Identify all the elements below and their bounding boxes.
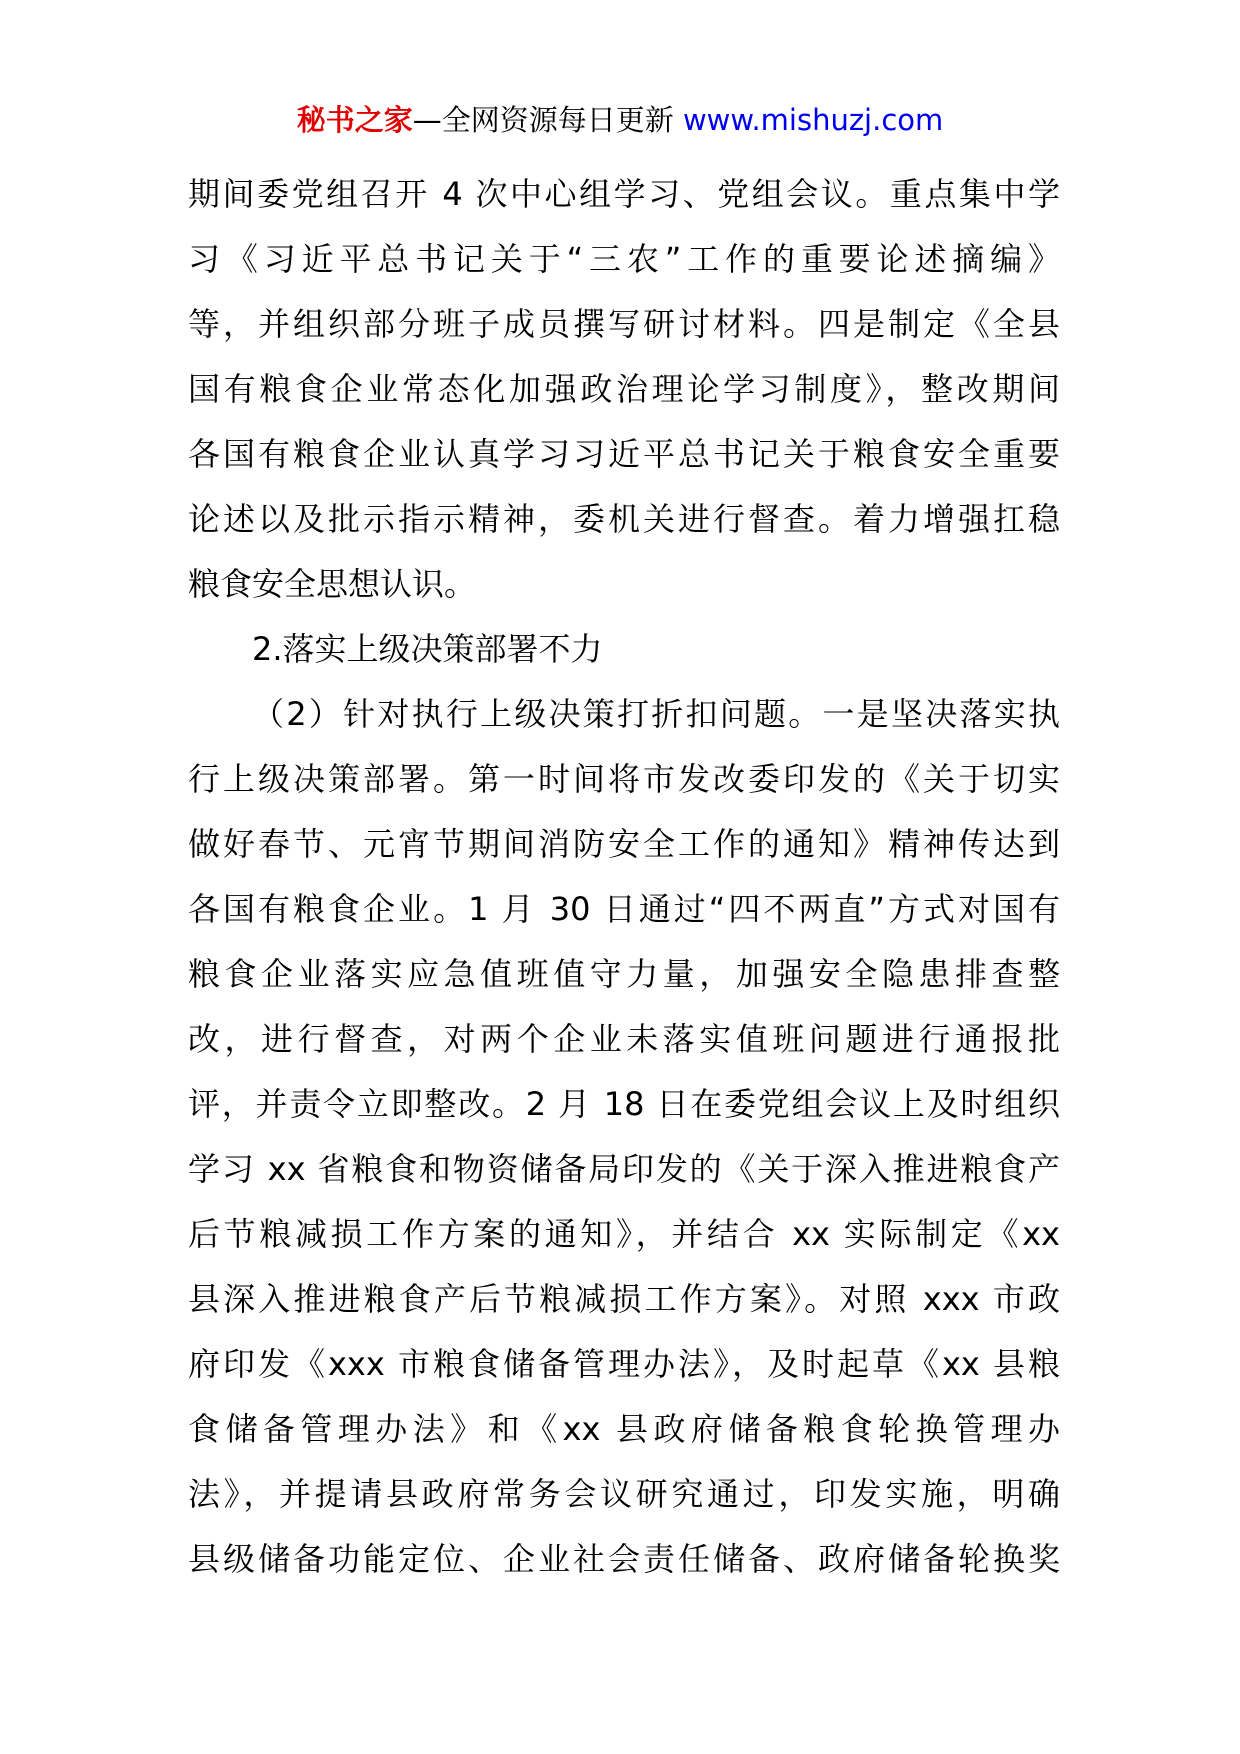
text-line: 各国有粮食企业。1 月 30 日通过“四不两直”方式对国有 <box>188 890 1060 928</box>
text-line: 各国有粮食企业认真学习习近平总书记关于粮食安全重要 <box>188 435 1060 473</box>
brand-name: 秘书之家 <box>296 103 413 137</box>
header-tagline: —全网资源每日更新 <box>412 103 674 137</box>
page-header <box>0 100 1240 140</box>
header-url-link[interactable]: www.mishuzj.com <box>682 103 944 137</box>
text-line: 粮食安全思想认识。 <box>188 565 477 603</box>
text-line: 做好春节、元宵节期间消防安全工作的通知》精神传达到 <box>188 825 1060 863</box>
text-line: 习《习近平总书记关于“三农”工作的重要论述摘编》 <box>188 240 1060 278</box>
text-line: （2）针对执行上级决策打折扣问题。一是坚决落实执 <box>252 695 1060 733</box>
text-line: 粮食企业落实应急值班值守力量，加强安全隐患排查整 <box>188 955 1060 993</box>
text-line: 后节粮减损工作方案的通知》，并结合 xx 实际制定《xx <box>188 1215 1060 1253</box>
text-line: 县级储备功能定位、企业社会责任储备、政府储备轮换奖 <box>188 1540 1060 1578</box>
text-line: 食储备管理办法》和《xx 县政府储备粮食轮换管理办 <box>188 1410 1060 1448</box>
text-line: 学习 xx 省粮食和物资储备局印发的《关于深入推进粮食产 <box>188 1150 1060 1188</box>
text-line: 国有粮食企业常态化加强政治理论学习制度》，整改期间 <box>188 370 1060 408</box>
text-line: 法》，并提请县政府常务会议研究通过，印发实施，明确 <box>188 1475 1060 1513</box>
text-line: 论述以及批示指示精神，委机关进行督查。着力增强扛稳 <box>188 500 1060 538</box>
document-body <box>188 162 1060 1592</box>
text-line: 行上级决策部署。第一时间将市发改委印发的《关于切实 <box>188 760 1060 798</box>
text-line: 改，进行督查，对两个企业未落实值班问题进行通报批 <box>188 1020 1060 1058</box>
text-line: 府印发《xxx 市粮食储备管理办法》，及时起草《xx 县粮 <box>188 1345 1060 1383</box>
text-line: 评，并责令立即整改。2 月 18 日在委党组会议上及时组织 <box>188 1085 1060 1123</box>
section-heading: 2.落实上级决策部署不力 <box>252 630 603 668</box>
text-line: 期间委党组召开 4 次中心组学习、党组会议。重点集中学 <box>188 175 1060 213</box>
text-line: 县深入推进粮食产后节粮减损工作方案》。对照 xxx 市政 <box>188 1280 1060 1318</box>
text-line: 等，并组织部分班子成员撰写研讨材料。四是制定《全县 <box>188 305 1060 343</box>
